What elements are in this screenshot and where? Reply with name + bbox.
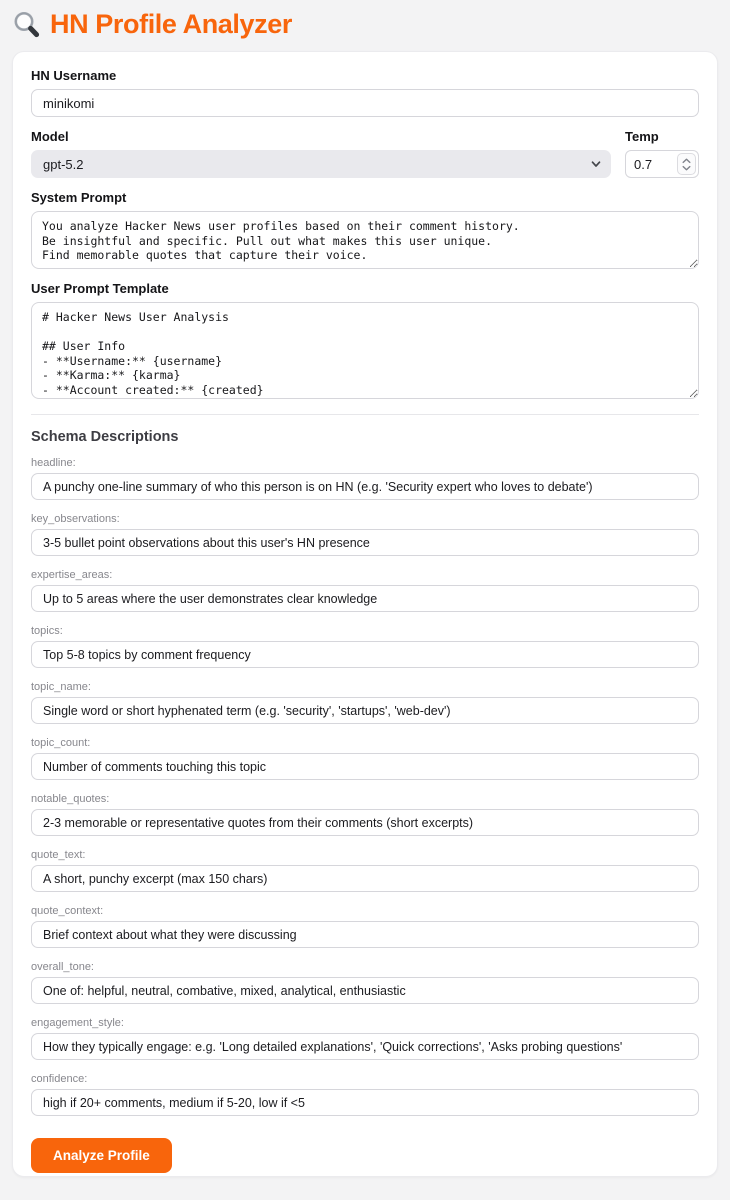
schema-field-topic-count [31,737,699,780]
schema-field-label: quote_text: [31,849,86,861]
section-divider [31,414,699,415]
schema-field-input[interactable] [31,697,699,724]
schema-field-input[interactable] [31,529,699,556]
user-prompt-textarea[interactable] [31,302,699,399]
schema-field-quote-context [31,905,699,948]
schema-field-label: notable_quotes: [31,793,110,805]
temp-group [625,129,699,178]
schema-field-overall-tone [31,961,699,1004]
schema-field-input[interactable] [31,753,699,780]
schema-field-headline [31,457,699,500]
schema-field-topics [31,625,699,668]
schema-field-input[interactable] [31,809,699,836]
app-header [0,0,730,48]
schema-descriptions-heading: Schema Descriptions [31,429,179,445]
system-prompt-label: System Prompt [31,190,127,205]
analyzer-form-card [12,51,718,1177]
system-prompt-group [31,190,699,269]
schema-field-label: key_observations: [31,513,120,525]
number-stepper-icon[interactable] [677,153,696,175]
schema-field-input[interactable] [31,977,699,1004]
magnifying-glass-icon [12,10,42,40]
schema-field-input[interactable] [31,921,699,948]
page-title: HN Profile Analyzer [50,9,292,39]
schema-field-label: confidence: [31,1073,88,1085]
schema-field-notable-quotes [31,793,699,836]
model-group [31,129,611,178]
schema-field-confidence [31,1073,699,1116]
user-prompt-label: User Prompt Template [31,281,169,296]
schema-field-label: topic_name: [31,681,91,693]
schema-field-input[interactable] [31,865,699,892]
model-select-wrap [31,150,611,178]
schema-field-label: overall_tone: [31,961,94,973]
temp-input-wrap [625,150,699,178]
model-label: Model [31,129,69,144]
system-prompt-textarea[interactable] [31,211,699,269]
schema-field-label: topic_count: [31,737,91,749]
user-prompt-group [31,281,699,399]
model-select[interactable] [31,150,611,178]
schema-field-topic-name [31,681,699,724]
model-temp-row [31,129,699,190]
analyze-profile-button[interactable]: Analyze Profile [31,1138,172,1173]
schema-field-label: quote_context: [31,905,104,917]
schema-field-label: headline: [31,457,76,469]
schema-field-input[interactable] [31,641,699,668]
schema-field-input[interactable] [31,1089,699,1116]
schema-field-expertise-areas [31,569,699,612]
schema-field-key-observations [31,513,699,556]
schema-field-input[interactable] [31,1033,699,1060]
schema-field-label: expertise_areas: [31,569,113,581]
schema-field-quote-text [31,849,699,892]
schema-field-label: engagement_style: [31,1017,124,1029]
username-group [31,68,699,117]
username-input[interactable] [31,89,699,117]
schema-field-label: topics: [31,625,63,637]
temp-label: Temp [625,129,659,144]
schema-field-input[interactable] [31,473,699,500]
schema-field-input[interactable] [31,585,699,612]
schema-field-engagement-style [31,1017,699,1060]
username-label: HN Username [31,68,117,83]
